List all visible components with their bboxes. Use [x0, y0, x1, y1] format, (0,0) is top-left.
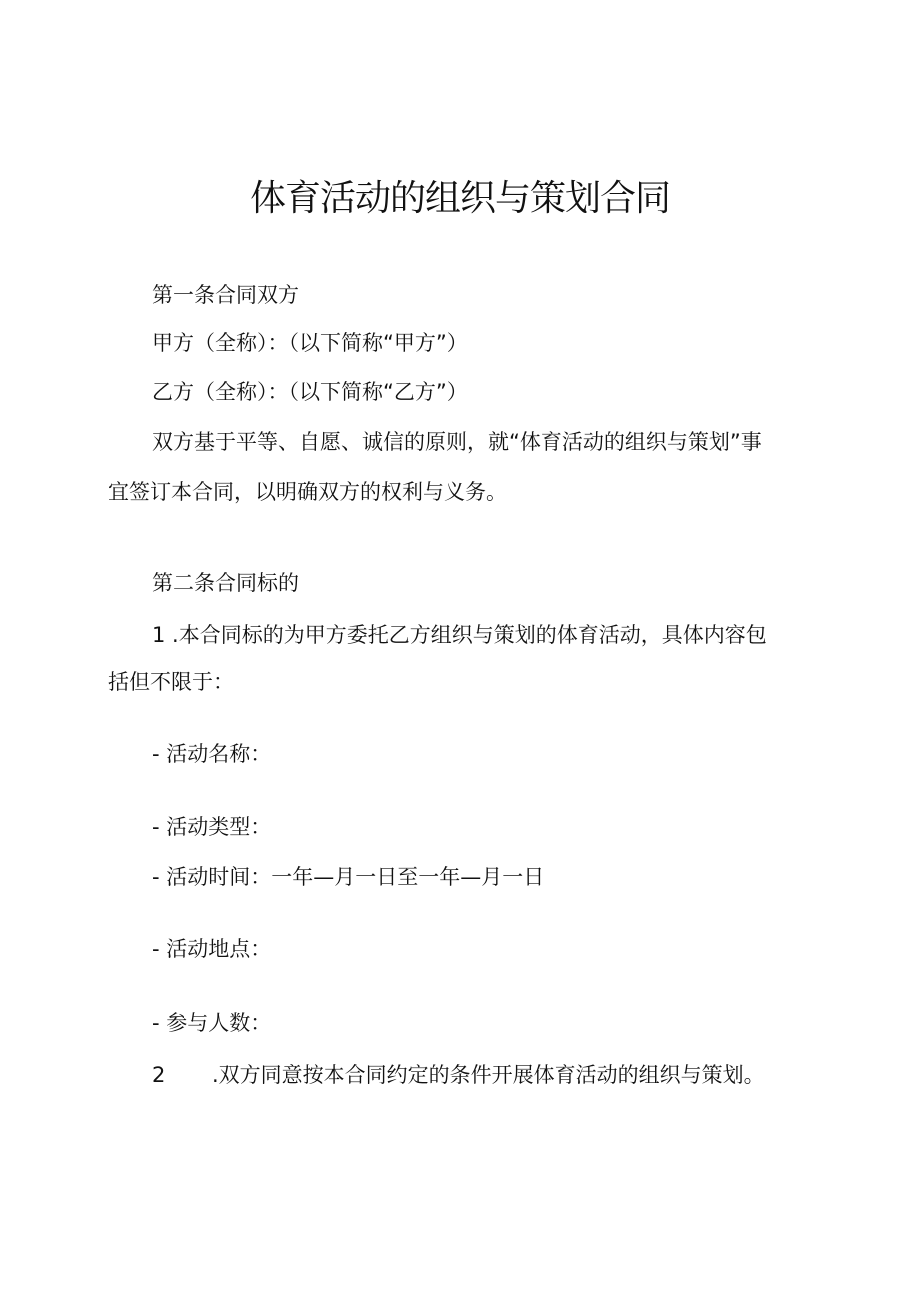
- document-title: 体育活动的组织与策划合同: [249, 178, 670, 219]
- detail-activity-time: - 活动时间：一年—月一日至一年—月一日: [152, 865, 545, 889]
- intro-paragraph-line1: 双方基于平等、自愿、诚信的原则，就“体育活动的组织与策划”事: [152, 430, 762, 454]
- item1-line1: 1 .本合同标的为甲方委托乙方组织与策划的体育活动，具体内容包: [152, 623, 767, 647]
- detail-activity-type: - 活动类型：: [152, 815, 272, 839]
- intro-paragraph-line2: 宜签订本合同，以明确双方的权利与义务。: [108, 480, 507, 504]
- item1-line2: 括但不限于：: [108, 670, 234, 694]
- section2-heading: 第二条合同标的: [152, 571, 299, 595]
- detail-activity-location: - 活动地点：: [152, 937, 272, 961]
- party-a-line: 甲方（全称）：（以下简称“甲方”）: [152, 331, 468, 355]
- party-b-line: 乙方（全称）：（以下简称“乙方”）: [152, 380, 468, 404]
- detail-activity-name: - 活动名称：: [152, 742, 272, 766]
- item2-text: .双方同意按本合同约定的条件开展体育活动的组织与策划。: [212, 1063, 765, 1087]
- section1-heading: 第一条合同双方: [152, 283, 299, 307]
- item2-number: 2: [152, 1063, 166, 1087]
- detail-participant-count: - 参与人数：: [152, 1011, 272, 1035]
